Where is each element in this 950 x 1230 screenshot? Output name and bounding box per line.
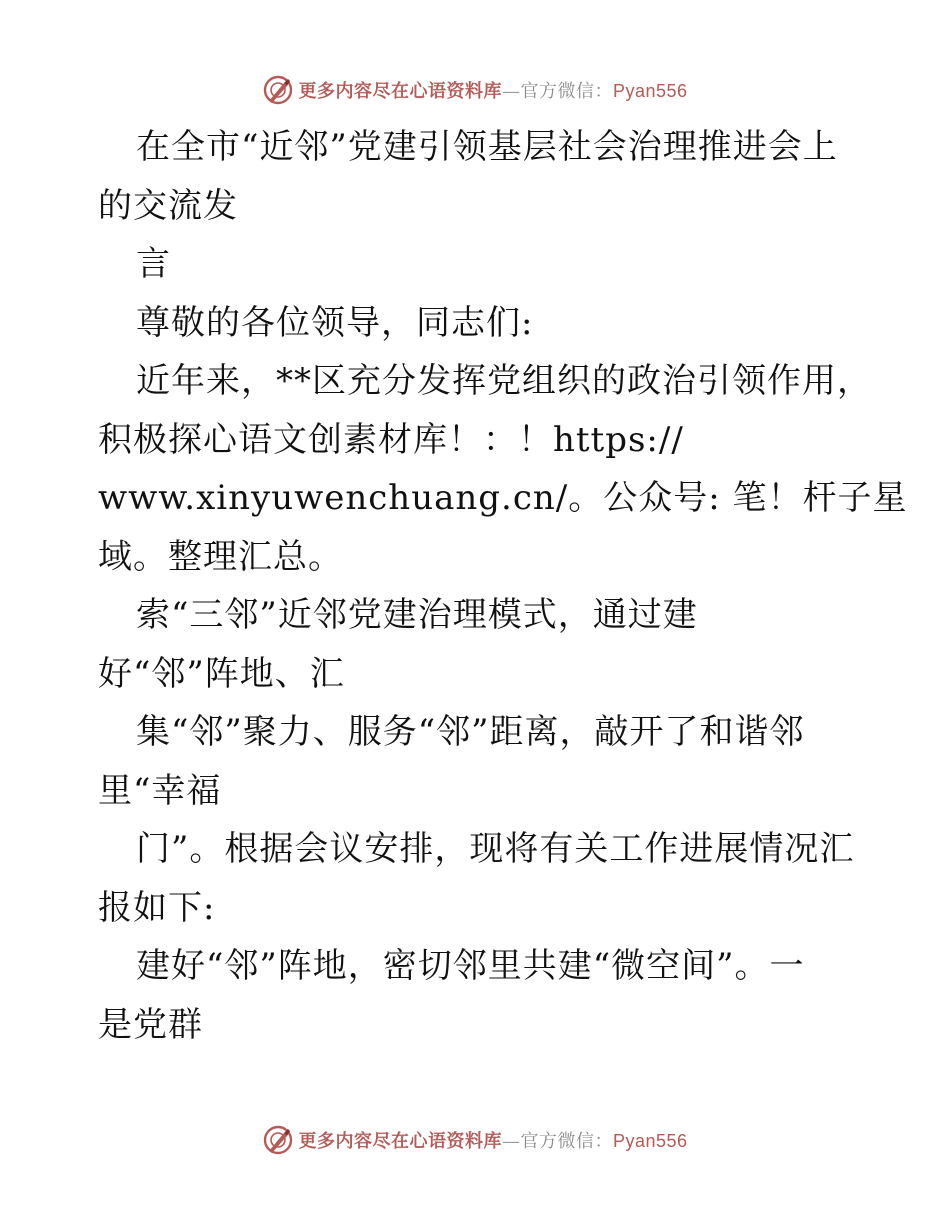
doc-line: 积极探心语文创素材库！：！https:// (98, 419, 684, 460)
footer-wechat-label: 官方微信： (520, 1131, 613, 1152)
header-watermark-banner (0, 72, 950, 108)
doc-line: 在全市“近邻”党建引领基层社会治理推进会上 (136, 127, 838, 167)
pen-logo-icon (262, 1124, 294, 1156)
doc-line: 尊敬的各位领导，同志们: (136, 302, 534, 343)
header-wechat-id: Pyan556 (612, 81, 688, 101)
doc-line: 索“三邻”近邻党建治理模式，通过建 (136, 595, 698, 635)
header-dash: — (501, 81, 521, 102)
doc-line: 门”。根据会议安排，现将有关工作进展情况汇 (136, 829, 855, 869)
doc-line: www.xinyuwenchuang.cn/。公众号: 笔！杆子星 (98, 478, 908, 518)
doc-line: 集“邻”聚力、服务“邻”距离，敲开了和谐邻 (136, 712, 805, 752)
doc-line: 报如下: (98, 887, 216, 928)
doc-line: 好“邻”阵地、汇 (98, 653, 345, 694)
document-body (98, 118, 908, 1054)
doc-line: 是党群 (98, 1004, 203, 1045)
header-brand-text: 更多内容尽在心语资料库 (298, 81, 502, 102)
footer-wechat-id: Pyan556 (612, 1131, 688, 1151)
doc-line: 里“幸福 (98, 770, 222, 811)
doc-line: 建好“邻”阵地，密切邻里共建“微空间”。一 (136, 946, 805, 986)
header-wechat-label: 官方微信： (520, 81, 613, 102)
footer-brand-text: 更多内容尽在心语资料库 (298, 1131, 502, 1152)
footer-watermark-banner (0, 1122, 950, 1158)
footer-dash: — (501, 1131, 521, 1152)
doc-line: 的交流发 (98, 185, 238, 226)
doc-line: 域。整理汇总。 (98, 536, 343, 577)
doc-line: 近年来，**区充分发挥党组织的政治引领作用， (136, 361, 872, 401)
pen-logo-icon (262, 74, 294, 106)
header-banner-text (298, 77, 687, 103)
footer-banner-text (298, 1127, 687, 1153)
doc-line: 言 (136, 244, 171, 284)
